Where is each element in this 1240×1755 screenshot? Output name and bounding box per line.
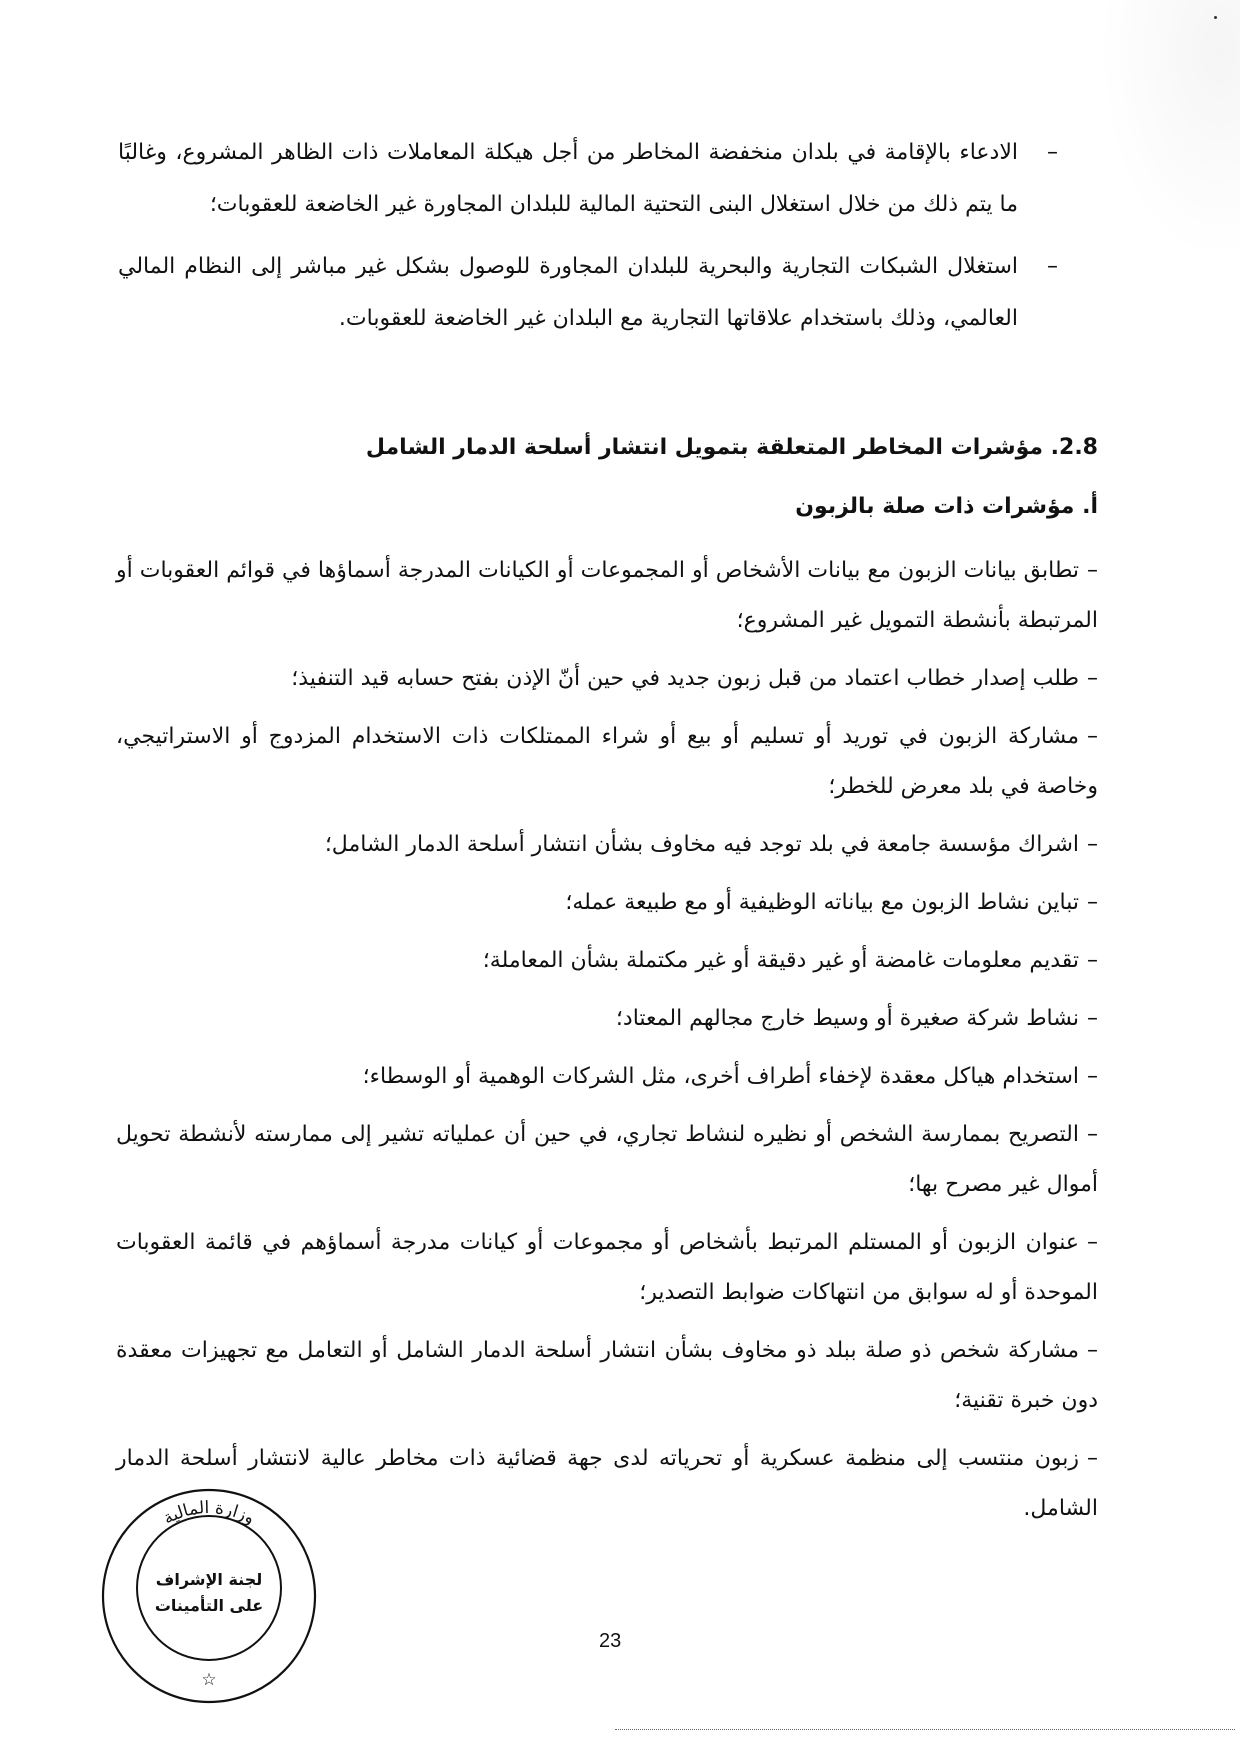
dash-bullet: –: [1087, 1338, 1098, 1363]
list-item-text: مشاركة الزبون في توريد أو تسليم أو بيع أو شراء الممتلكات ذات الاستخدام المزدوج أو الاستراتيجي، وخاصة في بلد معرض للخطر؛: [116, 724, 1098, 799]
dash-bullet: –: [1087, 724, 1098, 749]
dash-bullet: –: [1087, 666, 1098, 691]
subsection-heading: أ. مؤشرات ذات صلة بالزبون: [795, 494, 1098, 519]
list-item-text: الادعاء بالإقامة في بلدان منخفضة المخاطر من أجل هيكلة المعاملات ذات الظاهر المشروع، وغالبًا ما يتم ذلك من خلال استغلال البنى التحتية المالية للبلدان المجاورة غير الخاضعة للعقوبات؛: [118, 140, 1018, 217]
dash-bullet: –: [1087, 1446, 1098, 1471]
stamp-inner-line-1: لجنة الإشراف: [155, 1570, 263, 1589]
list-item: [116, 1326, 1098, 1426]
dash-bullet: –: [1087, 890, 1098, 915]
dash-bullet: –: [1047, 140, 1058, 165]
scan-speck: [1214, 16, 1217, 19]
official-stamp: [98, 1485, 320, 1707]
star-icon: ☆: [201, 1670, 217, 1690]
page-number: 23: [599, 1630, 622, 1652]
list-item-text: تقديم معلومات غامضة أو غير دقيقة أو غير مكتملة بشأن المعاملة؛: [482, 948, 1079, 973]
list-item: [118, 127, 1058, 231]
list-item-text: التصريح بممارسة الشخص أو نظيره لنشاط تجاري، في حين أن عملياته تشير إلى ممارسته لأنشطة تحويل أموال غير مصرح بها؛: [116, 1122, 1098, 1197]
indicators-list: [116, 546, 1098, 1542]
list-item: [116, 936, 1098, 986]
list-item: [116, 546, 1098, 646]
list-item: [116, 1218, 1098, 1318]
dash-bullet: –: [1087, 1006, 1098, 1031]
dash-bullet: –: [1087, 1064, 1098, 1089]
dash-bullet: –: [1087, 948, 1098, 973]
dash-bullet: –: [1087, 1122, 1098, 1147]
list-item: [116, 820, 1098, 870]
list-item: [118, 241, 1058, 345]
scan-shading: [1100, 0, 1240, 260]
list-item-text: تباين نشاط الزبون مع بياناته الوظيفية أو مع طبيعة عمله؛: [565, 890, 1079, 915]
list-item-text: استخدام هياكل معقدة لإخفاء أطراف أخرى، مثل الشركات الوهمية أو الوسطاء؛: [362, 1064, 1079, 1089]
stamp-inner-line-2: على التأمينات: [154, 1596, 264, 1615]
list-item-text: نشاط شركة صغيرة أو وسيط خارج مجالهم المعتاد؛: [615, 1006, 1079, 1031]
footer-rule: [615, 1729, 1235, 1730]
list-item-text: اشراك مؤسسة جامعة في بلد توجد فيه مخاوف بشأن انتشار أسلحة الدمار الشامل؛: [324, 832, 1079, 857]
list-item-text: زبون منتسب إلى منظمة عسكرية أو تحرياته لدى جهة قضائية ذات مخاطر عالية لانتشار أسلحة الدمار الشامل.: [116, 1446, 1098, 1521]
dash-bullet: –: [1087, 1230, 1098, 1255]
list-item: [116, 878, 1098, 928]
list-item: [116, 1110, 1098, 1210]
list-item-text: مشاركة شخص ذو صلة ببلد ذو مخاوف بشأن انتشار أسلحة الدمار الشامل أو التعامل مع تجهيزات معقدة دون خبرة تقنية؛: [116, 1338, 1098, 1413]
dash-bullet: –: [1087, 558, 1098, 583]
list-item-text: استغلال الشبكات التجارية والبحرية للبلدان المجاورة للوصول بشكل غير مباشر إلى النظام المالي العالمي، وذلك باستخدام علاقاتها التجارية مع البلدان غير الخاضعة للعقوبات.: [118, 254, 1018, 331]
intro-list: [118, 127, 1058, 355]
list-item-text: طلب إصدار خطاب اعتماد من قبل زبون جديد في حين أنّ الإذن بفتح حسابه قيد التنفيذ؛: [291, 666, 1079, 691]
list-item-text: تطابق بيانات الزبون مع بيانات الأشخاص أو المجموعات أو الكيانات المدرجة أسماؤها في قوائم العقوبات أو المرتبطة بأنشطة التمويل غير المشروع؛: [116, 558, 1098, 633]
list-item: [116, 654, 1098, 704]
list-item: [116, 1052, 1098, 1102]
list-item: [116, 994, 1098, 1044]
list-item: [116, 712, 1098, 812]
section-heading: 2.8. مؤشرات المخاطر المتعلقة بتمويل انتشار أسلحة الدمار الشامل: [365, 435, 1098, 460]
dash-bullet: –: [1047, 254, 1058, 279]
dash-bullet: –: [1087, 832, 1098, 857]
stamp-outer-text: وزارة المالية: [160, 1497, 259, 1529]
list-item-text: عنوان الزبون أو المستلم المرتبط بأشخاص أو مجموعات أو كيانات مدرجة أسماؤهم في قائمة العقوبات الموحدة أو له سوابق من انتهاكات ضوابط التصدير؛: [116, 1230, 1098, 1305]
